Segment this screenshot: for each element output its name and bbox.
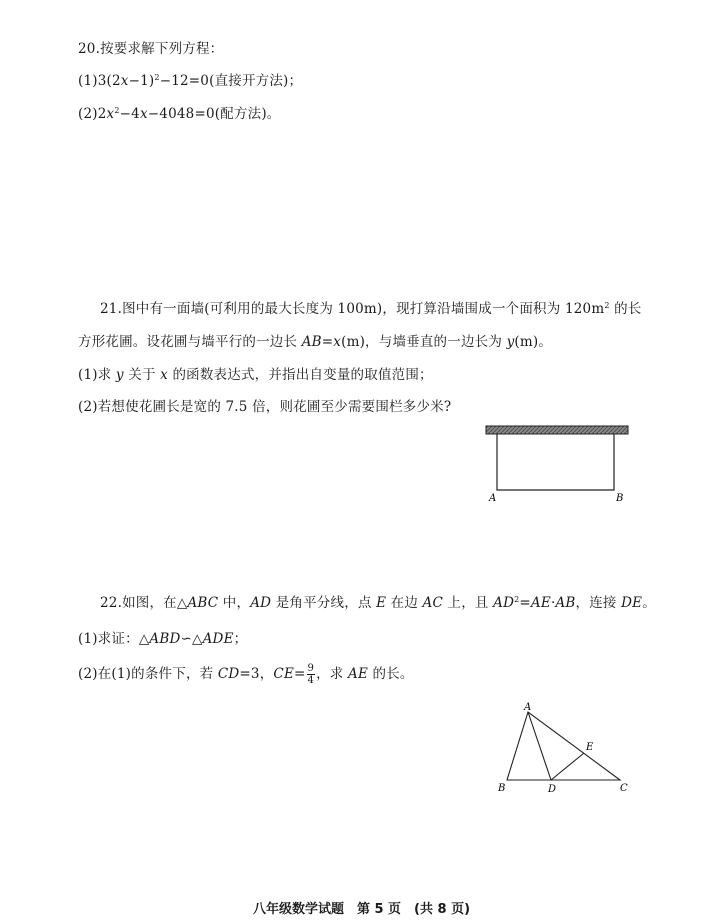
q21-line2 (78, 330, 552, 350)
q21-line2-y: y (506, 334, 515, 350)
q21-part1 (78, 363, 433, 383)
q21-figure (478, 420, 638, 510)
q22-p2-a: (2)在(1)的条件下，若 (78, 666, 218, 682)
q22-p2-ce: CE (273, 666, 295, 682)
q21-line1 (100, 297, 642, 317)
fraction-numerator: 9 (307, 663, 315, 674)
q22-line1-c: 是角平分线，点 (271, 595, 377, 611)
q22-p2-ae: AE (348, 666, 369, 682)
q20-p1-var: x (120, 73, 129, 89)
q22-p1-ade: ADE (202, 631, 234, 647)
q22-line1-abc: ABC (187, 595, 219, 611)
q22-line1-de: DE (621, 595, 643, 611)
segment-ad (528, 712, 551, 780)
q20-p2-suffix: −4048=0(配方法)。 (147, 106, 281, 122)
q22-line1-ab: AB (555, 595, 576, 611)
q22-p1-sim: ∽△ (180, 631, 203, 647)
q22-p2-c: = (294, 666, 306, 682)
q22-p2-d: ，求 (316, 666, 348, 682)
fraction-nine-fourths (307, 663, 316, 686)
q21-line1-sup: 2 (604, 301, 610, 310)
q22-line1-h: ，连接 (575, 595, 622, 611)
q22-line1-ae: AE (530, 595, 551, 611)
q21-line2-ab: AB (301, 334, 322, 350)
q21-p1-x: x (160, 367, 168, 383)
q21-line2-b: = (321, 334, 334, 350)
q22-p1-b: ； (233, 631, 248, 647)
q21-p1-a: (1)求 (78, 367, 116, 383)
label-d: D (548, 784, 557, 795)
q22-p1-a: (1)求证：△ (78, 631, 150, 647)
q21-line2-x: x (333, 334, 342, 350)
page-footer: 八年级数学试题 第 5 页 (共 8 页) (252, 902, 471, 917)
q22-line1-e: E (376, 595, 387, 611)
q20-title: 20.按要求解下列方程： (78, 41, 224, 57)
q21-line1-a: 21.图中有一面墙(可利用的最大长度为 100m)，现打算沿墙围成一个面积为 120m (100, 301, 605, 317)
q21-line2-c: (m)，与墙垂直的一边长为 (341, 334, 507, 350)
q20-part1 (78, 69, 302, 89)
label-b: B (498, 783, 506, 794)
q20-p2-sup: 2 (114, 106, 120, 115)
q20-p1-mid: −1) (128, 73, 155, 89)
q22-part2 (78, 662, 414, 686)
q22-part1 (78, 627, 247, 647)
q20-p2-var1: x (106, 106, 115, 122)
q22-line1-ad2: AD (493, 595, 515, 611)
q20-part2 (78, 102, 280, 122)
q21-line1-b: 的长 (609, 301, 642, 317)
label-a: A (524, 702, 532, 713)
q22-line1-b: 中， (218, 595, 251, 611)
label-c: C (620, 783, 628, 794)
fence-rectangle (497, 434, 614, 490)
q22-line1-sup: 2 (514, 595, 520, 604)
q20-p1-sup: 2 (154, 73, 160, 82)
label-a: A (489, 493, 497, 504)
q20-p2-prefix: (2)2 (78, 106, 107, 122)
q21-p1-c: 的函数表达式，并指出自变量的取值范围； (167, 367, 433, 383)
q22-line1-i: 。 (642, 595, 656, 611)
q22-p2-b: =3， (239, 666, 274, 682)
q22-p1-abd: ABD (149, 631, 181, 647)
q22-line1-a: 22.如图，在△ (100, 595, 188, 611)
q21-line2-a: 方形花圃。设花圃与墙平行的一边长 (78, 334, 302, 350)
q22-line1-ad: AD (250, 595, 272, 611)
q21-part2: (2)若想使花圃长是宽的 7.5 倍，则花圃至少需要围栏多少米? (78, 399, 452, 415)
q21-p1-y: y (115, 367, 124, 383)
segment-de (551, 753, 584, 780)
q20-p1-suffix: −12=0(直接开方法)； (159, 73, 303, 89)
q22-p2-e: 的长。 (368, 666, 414, 682)
q22-line1-ac: AC (422, 595, 444, 611)
q22-line1-d: 在边 (386, 595, 423, 611)
label-b: B (616, 493, 624, 504)
q21-line2-d: (m)。 (514, 334, 553, 350)
fraction-denominator: 4 (307, 675, 315, 686)
q20-p1-prefix: (1)3(2 (78, 73, 121, 89)
q22-p2-cd: CD (217, 666, 240, 682)
q22-line1-g: · (550, 595, 556, 611)
q21-p1-b: 关于 (123, 367, 161, 383)
q22-line1-e2: 上，且 (443, 595, 494, 611)
q22-figure (490, 700, 640, 800)
q22-line1 (100, 591, 656, 611)
q20-p2-var2: x (139, 106, 148, 122)
wall (486, 426, 628, 434)
q22-line1-f: = (519, 595, 531, 611)
q20-p2-mid: −4 (119, 106, 140, 122)
label-e: E (586, 742, 594, 753)
